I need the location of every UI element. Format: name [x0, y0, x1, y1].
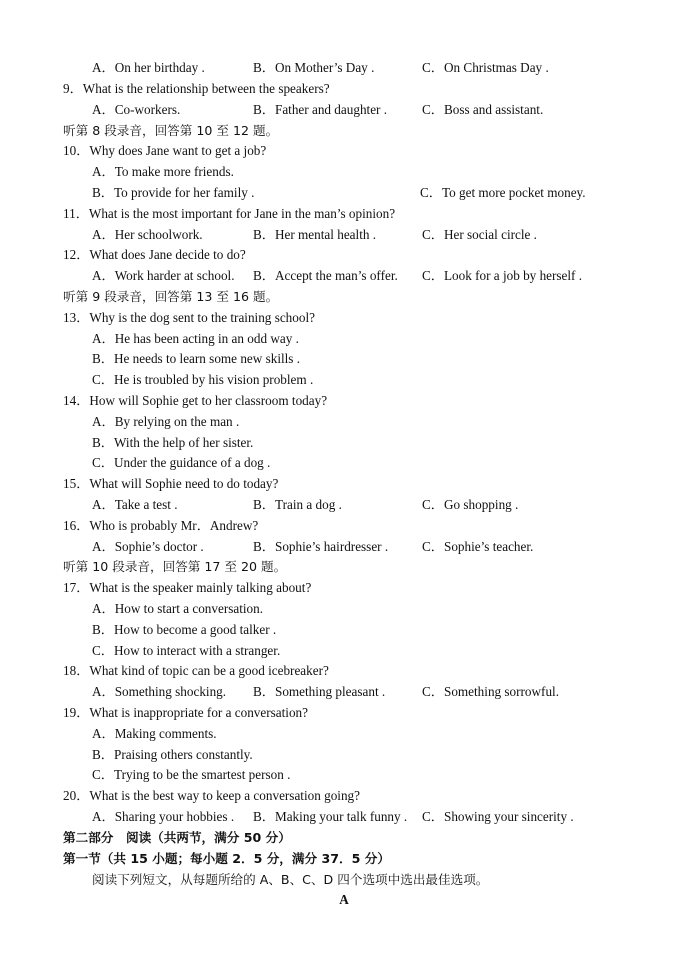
answer-option-b: B．Sophie’s hairdresser . [253, 539, 389, 554]
answer-option: B．Praising others constantly. [92, 747, 253, 762]
answer-option: A．Making comments. [92, 726, 217, 741]
question-text: 18．What kind of topic can be a good icebreaker? [63, 663, 329, 678]
answer-option-c: C．Look for a job by herself . [422, 268, 583, 283]
answer-option: C．Under the guidance of a dog . [92, 455, 271, 470]
answer-option-c: C．Her social circle . [422, 227, 537, 242]
answer-option-a: A．Sharing your hobbies . [92, 809, 235, 824]
answer-option: B．With the help of her sister. [92, 435, 254, 450]
answer-option: C．He is troubled by his vision problem . [92, 372, 314, 387]
question-text: 12．What does Jane decide to do? [63, 247, 246, 262]
answer-option-a: A．Sophie’s doctor . [92, 539, 204, 554]
passage-label: A [339, 892, 349, 907]
listening-section-instruction: 听第 10 段录音，回答第 17 至 20 题。 [63, 559, 287, 574]
answer-option-a: A．Something shocking. [92, 684, 227, 699]
answer-option-a: A．Work harder at school. [92, 268, 235, 283]
answer-option: A．He has been acting in an odd way . [92, 331, 299, 346]
question-text: 16．Who is probably Mr．Andrew? [63, 518, 259, 533]
reading-instruction: 阅读下列短文，从每题所给的 A、B、C、D 四个选项中选出最佳选项。 [92, 872, 489, 887]
question-text: 19．What is inappropriate for a conversation? [63, 705, 308, 720]
answer-option: B．How to become a good talker . [92, 622, 277, 637]
answer-option-a: A．On her birthday . [92, 60, 205, 75]
answer-option: A．To make more friends. [92, 164, 234, 179]
question-text: 11．What is the most important for Jane in the man’s opinion? [63, 206, 396, 221]
question-text: 14．How will Sophie get to her classroom today? [63, 393, 328, 408]
question-text: 13．Why is the dog sent to the training school? [63, 310, 315, 325]
answer-option-b: B．On Mother’s Day . [253, 60, 375, 75]
answer-option-a: A．Her schoolwork. [92, 227, 203, 242]
answer-option: C．Trying to be the smartest person . [92, 767, 291, 782]
answer-option-c: C．Sophie’s teacher. [422, 539, 534, 554]
answer-option-c: C．Go shopping . [422, 497, 519, 512]
answer-option-b: B．To provide for her family . [92, 185, 255, 200]
answer-option-b: B．Her mental health . [253, 227, 377, 242]
answer-option: A．By relying on the man . [92, 414, 240, 429]
answer-option-c: C．On Christmas Day . [422, 60, 549, 75]
answer-option: B．He needs to learn some new skills . [92, 351, 301, 366]
question-text: 10．Why does Jane want to get a job? [63, 143, 267, 158]
answer-option-b: B．Accept the man’s offer. [253, 268, 398, 283]
answer-option-b: B．Train a dog . [253, 497, 342, 512]
question-text: 15．What will Sophie need to do today? [63, 476, 279, 491]
question-text: 9．What is the relationship between the speakers? [63, 81, 330, 96]
listening-section-instruction: 听第 8 段录音，回答第 10 至 12 题。 [63, 123, 279, 138]
subsection-title: 第一节（共 15 小题；每小题 2．5 分，满分 37．5 分） [63, 851, 390, 866]
listening-section-instruction: 听第 9 段录音，回答第 13 至 16 题。 [63, 289, 279, 304]
answer-option-a: A．Co-workers. [92, 102, 181, 117]
answer-option-b: B．Something pleasant . [253, 684, 386, 699]
answer-option-c: C．Something sorrowful. [422, 684, 560, 699]
answer-option: C．How to interact with a stranger. [92, 643, 281, 658]
answer-option-c: C．Boss and assistant. [422, 102, 544, 117]
answer-option-b: B．Making your talk funny . [253, 809, 408, 824]
question-text: 17．What is the speaker mainly talking about? [63, 580, 312, 595]
answer-option-c: C．To get more pocket money. [420, 185, 586, 200]
section-title: 第二部分 阅读（共两节，满分 50 分） [63, 830, 291, 845]
answer-option-c: C．Showing your sincerity . [422, 809, 574, 824]
answer-option-a: A．Take a test . [92, 497, 178, 512]
question-text: 20．What is the best way to keep a conversation going? [63, 788, 361, 803]
answer-option: A．How to start a conversation. [92, 601, 264, 616]
answer-option-b: B．Father and daughter . [253, 102, 388, 117]
